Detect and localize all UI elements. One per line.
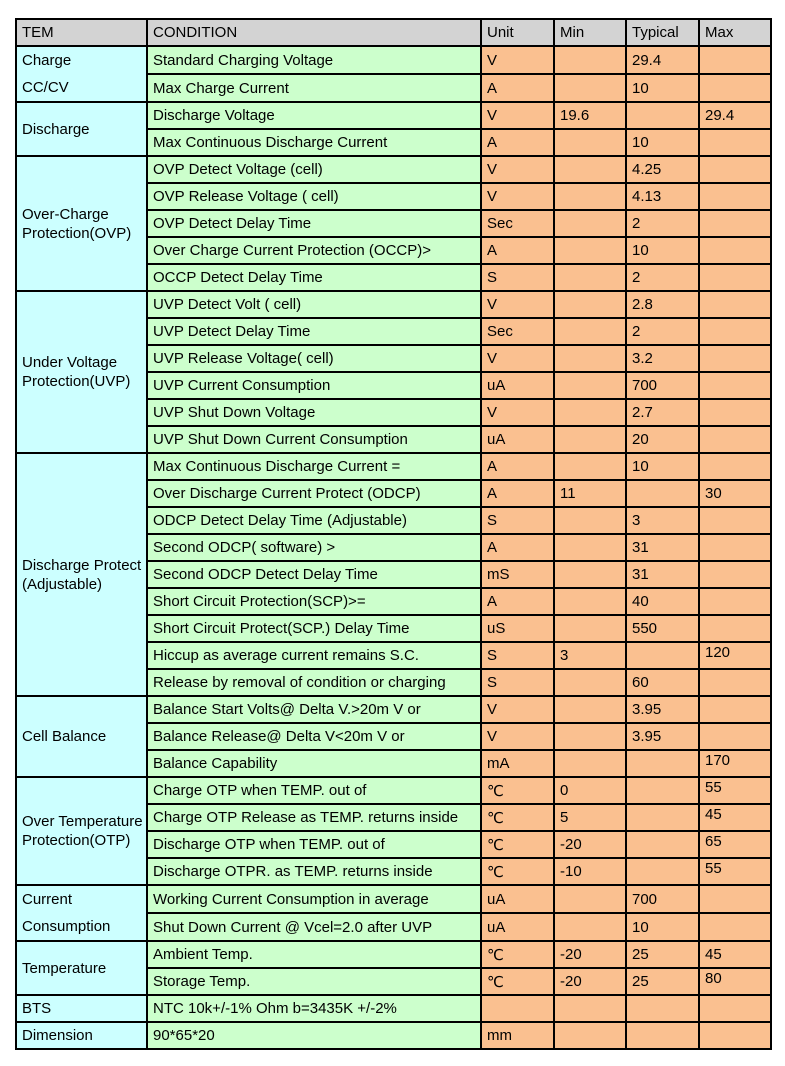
condition-cell: 90*65*20 xyxy=(147,1022,481,1049)
max-cell xyxy=(699,345,771,372)
unit-cell: A xyxy=(481,480,554,507)
condition-cell: Max Continuous Discharge Current xyxy=(147,129,481,156)
max-cell: 170 xyxy=(699,750,771,777)
max-cell xyxy=(699,237,771,264)
unit-cell: V xyxy=(481,696,554,723)
min-cell xyxy=(554,995,626,1022)
max-cell xyxy=(699,372,771,399)
max-cell: 29.4 xyxy=(699,102,771,129)
max-cell xyxy=(699,1022,771,1049)
typical-cell xyxy=(626,102,699,129)
max-cell xyxy=(699,129,771,156)
condition-cell: NTC 10k+/-1% Ohm b=3435K +/-2% xyxy=(147,995,481,1022)
condition-cell: Working Current Consumption in average xyxy=(147,885,481,913)
typical-cell xyxy=(626,831,699,858)
max-cell xyxy=(699,507,771,534)
condition-cell: Charge OTP when TEMP. out of xyxy=(147,777,481,804)
typical-cell xyxy=(626,480,699,507)
item-group-label-line: Consumption xyxy=(22,918,111,935)
condition-cell: Second ODCP( software) > xyxy=(147,534,481,561)
min-cell xyxy=(554,210,626,237)
max-cell: 80 xyxy=(699,968,771,995)
typical-cell: 10 xyxy=(626,453,699,480)
unit-cell: V xyxy=(481,723,554,750)
max-cell xyxy=(699,156,771,183)
min-cell: -20 xyxy=(554,831,626,858)
condition-cell: Balance Capability xyxy=(147,750,481,777)
item-group-label-line: Over Temperature xyxy=(22,813,143,830)
typical-cell: 31 xyxy=(626,534,699,561)
typical-cell: 10 xyxy=(626,129,699,156)
condition-cell: Max Charge Current xyxy=(147,74,481,102)
condition-cell: UVP Detect Volt ( cell) xyxy=(147,291,481,318)
column-header-unit: Unit xyxy=(481,19,554,46)
condition-cell: UVP Current Consumption xyxy=(147,372,481,399)
item-group-label-line: Cell Balance xyxy=(22,728,107,745)
condition-cell: Over Discharge Current Protect (ODCP) xyxy=(147,480,481,507)
typical-cell: 3.2 xyxy=(626,345,699,372)
condition-cell: Max Continuous Discharge Current = xyxy=(147,453,481,480)
min-cell xyxy=(554,453,626,480)
typical-cell: 31 xyxy=(626,561,699,588)
unit-cell: V xyxy=(481,46,554,74)
item-group-cell xyxy=(16,1022,147,1049)
item-group-cell xyxy=(16,453,147,696)
typical-cell: 25 xyxy=(626,968,699,995)
max-cell: 65 xyxy=(699,831,771,858)
unit-cell xyxy=(481,995,554,1022)
condition-cell: Discharge OTP when TEMP. out of xyxy=(147,831,481,858)
column-header-condition: CONDITION xyxy=(147,19,481,46)
unit-cell: ℃ xyxy=(481,831,554,858)
table-row xyxy=(16,995,771,1022)
max-cell xyxy=(699,399,771,426)
table-row xyxy=(16,696,771,723)
table-row xyxy=(16,453,771,480)
unit-cell: A xyxy=(481,74,554,102)
table-row xyxy=(16,1022,771,1049)
max-cell xyxy=(699,74,771,102)
condition-cell: Standard Charging Voltage xyxy=(147,46,481,74)
min-cell xyxy=(554,129,626,156)
typical-cell: 29.4 xyxy=(626,46,699,74)
condition-cell: UVP Shut Down Current Consumption xyxy=(147,426,481,453)
column-header-max: Max xyxy=(699,19,771,46)
item-group-cell xyxy=(16,941,147,995)
max-cell xyxy=(699,453,771,480)
max-cell xyxy=(699,615,771,642)
spec-table xyxy=(15,18,772,1050)
condition-cell: OVP Detect Delay Time xyxy=(147,210,481,237)
unit-cell: uA xyxy=(481,426,554,453)
item-group-label-line: Current xyxy=(22,891,73,908)
unit-cell: ℃ xyxy=(481,941,554,968)
condition-cell: Shut Down Current @ Vcel=2.0 after UVP xyxy=(147,913,481,941)
typical-cell: 10 xyxy=(626,237,699,264)
unit-cell: A xyxy=(481,453,554,480)
item-group-label-line: Dimension xyxy=(22,1027,93,1044)
max-cell xyxy=(699,588,771,615)
condition-cell: Short Circuit Protection(SCP)>= xyxy=(147,588,481,615)
min-cell xyxy=(554,534,626,561)
condition-cell: Short Circuit Protect(SCP.) Delay Time xyxy=(147,615,481,642)
max-cell: 30 xyxy=(699,480,771,507)
unit-cell: V xyxy=(481,345,554,372)
max-cell xyxy=(699,210,771,237)
item-group-label-line: Protection(UVP) xyxy=(22,373,131,390)
typical-cell xyxy=(626,777,699,804)
min-cell xyxy=(554,507,626,534)
typical-cell xyxy=(626,858,699,885)
unit-cell: mA xyxy=(481,750,554,777)
min-cell xyxy=(554,372,626,399)
condition-cell: UVP Detect Delay Time xyxy=(147,318,481,345)
unit-cell: mm xyxy=(481,1022,554,1049)
item-group-cell xyxy=(16,995,147,1022)
item-group-label-line: Discharge Protect xyxy=(22,556,142,574)
item-group-cell xyxy=(16,885,147,941)
max-cell: 120 xyxy=(699,642,771,669)
min-cell xyxy=(554,696,626,723)
min-cell xyxy=(554,615,626,642)
min-cell: 3 xyxy=(554,642,626,669)
typical-cell: 3 xyxy=(626,507,699,534)
item-group-cell xyxy=(16,156,147,291)
unit-cell: uA xyxy=(481,885,554,913)
max-cell xyxy=(699,291,771,318)
condition-cell: OVP Detect Voltage (cell) xyxy=(147,156,481,183)
condition-cell: Ambient Temp. xyxy=(147,941,481,968)
unit-cell: ℃ xyxy=(481,858,554,885)
typical-cell: 40 xyxy=(626,588,699,615)
table-row xyxy=(16,46,771,74)
min-cell xyxy=(554,74,626,102)
condition-cell: Discharge OTPR. as TEMP. returns inside xyxy=(147,858,481,885)
max-cell xyxy=(699,913,771,941)
typical-cell: 10 xyxy=(626,74,699,102)
min-cell xyxy=(554,669,626,696)
table-row xyxy=(16,777,771,804)
item-group-label-line: Protection(OVP) xyxy=(22,224,132,242)
unit-cell: uA xyxy=(481,913,554,941)
unit-cell: S xyxy=(481,669,554,696)
condition-cell: Second ODCP Detect Delay Time xyxy=(147,561,481,588)
item-group-label-line: Temperature xyxy=(22,959,107,977)
unit-cell: A xyxy=(481,237,554,264)
min-cell xyxy=(554,46,626,74)
typical-cell: 10 xyxy=(626,913,699,941)
typical-cell xyxy=(626,750,699,777)
typical-cell: 2.8 xyxy=(626,291,699,318)
min-cell xyxy=(554,318,626,345)
min-cell xyxy=(554,291,626,318)
min-cell xyxy=(554,264,626,291)
column-header-typical: Typical xyxy=(626,19,699,46)
max-cell xyxy=(699,696,771,723)
unit-cell: S xyxy=(481,507,554,534)
min-cell: 11 xyxy=(554,480,626,507)
min-cell xyxy=(554,156,626,183)
min-cell xyxy=(554,237,626,264)
max-cell xyxy=(699,46,771,74)
min-cell: -10 xyxy=(554,858,626,885)
unit-cell: ℃ xyxy=(481,804,554,831)
condition-cell: Over Charge Current Protection (OCCP)> xyxy=(147,237,481,264)
item-group-cell xyxy=(16,102,147,156)
item-group-label-line: Protection(OTP) xyxy=(22,832,131,849)
min-cell xyxy=(554,345,626,372)
item-group-label-line: Under Voltage xyxy=(22,354,118,371)
condition-cell: UVP Shut Down Voltage xyxy=(147,399,481,426)
typical-cell: 2 xyxy=(626,318,699,345)
unit-cell: A xyxy=(481,534,554,561)
spec-table-body xyxy=(16,46,771,1049)
item-group-cell xyxy=(16,777,147,885)
typical-cell: 3.95 xyxy=(626,723,699,750)
unit-cell: uA xyxy=(481,372,554,399)
item-group-cell xyxy=(16,46,147,102)
condition-cell: OCCP Detect Delay Time xyxy=(147,264,481,291)
unit-cell: V xyxy=(481,156,554,183)
table-row xyxy=(16,291,771,318)
unit-cell: Sec xyxy=(481,210,554,237)
typical-cell: 2 xyxy=(626,210,699,237)
min-cell xyxy=(554,1022,626,1049)
unit-cell: V xyxy=(481,291,554,318)
item-group-cell xyxy=(16,291,147,453)
unit-cell: S xyxy=(481,642,554,669)
min-cell: 19.6 xyxy=(554,102,626,129)
item-group-label-line: CC/CV xyxy=(22,79,69,96)
item-group-label-line: Discharge xyxy=(22,120,90,138)
max-cell: 45 xyxy=(699,941,771,968)
item-group-label-line: BTS xyxy=(22,1000,52,1017)
min-cell xyxy=(554,885,626,913)
typical-cell: 2 xyxy=(626,264,699,291)
max-cell xyxy=(699,426,771,453)
item-group-cell xyxy=(16,696,147,777)
min-cell xyxy=(554,183,626,210)
column-header-item: TEM xyxy=(16,19,147,46)
max-cell: 55 xyxy=(699,777,771,804)
max-cell xyxy=(699,534,771,561)
unit-cell: ℃ xyxy=(481,777,554,804)
min-cell: 5 xyxy=(554,804,626,831)
condition-cell: Release by removal of condition or charging xyxy=(147,669,481,696)
unit-cell: S xyxy=(481,264,554,291)
condition-cell: Balance Start Volts@ Delta V.>20m V or xyxy=(147,696,481,723)
max-cell xyxy=(699,885,771,913)
typical-cell: 20 xyxy=(626,426,699,453)
unit-cell: mS xyxy=(481,561,554,588)
typical-cell: 60 xyxy=(626,669,699,696)
condition-cell: Discharge Voltage xyxy=(147,102,481,129)
min-cell xyxy=(554,588,626,615)
typical-cell xyxy=(626,642,699,669)
typical-cell xyxy=(626,1022,699,1049)
min-cell xyxy=(554,426,626,453)
typical-cell: 4.25 xyxy=(626,156,699,183)
typical-cell: 25 xyxy=(626,941,699,968)
unit-cell: uS xyxy=(481,615,554,642)
max-cell xyxy=(699,318,771,345)
min-cell: 0 xyxy=(554,777,626,804)
condition-cell: Balance Release@ Delta V<20m V or xyxy=(147,723,481,750)
header-row xyxy=(16,19,771,46)
condition-cell: Storage Temp. xyxy=(147,968,481,995)
typical-cell: 3.95 xyxy=(626,696,699,723)
min-cell: -20 xyxy=(554,968,626,995)
typical-cell: 700 xyxy=(626,885,699,913)
max-cell xyxy=(699,561,771,588)
min-cell xyxy=(554,750,626,777)
max-cell xyxy=(699,264,771,291)
max-cell xyxy=(699,723,771,750)
max-cell xyxy=(699,995,771,1022)
max-cell xyxy=(699,669,771,696)
max-cell: 55 xyxy=(699,858,771,885)
item-group-label-line: Charge xyxy=(22,52,72,69)
max-cell: 45 xyxy=(699,804,771,831)
column-header-min: Min xyxy=(554,19,626,46)
item-group-label-line: Over-Charge xyxy=(22,205,109,223)
unit-cell: A xyxy=(481,129,554,156)
unit-cell: V xyxy=(481,183,554,210)
min-cell xyxy=(554,723,626,750)
typical-cell: 2.7 xyxy=(626,399,699,426)
condition-cell: ODCP Detect Delay Time (Adjustable) xyxy=(147,507,481,534)
typical-cell: 4.13 xyxy=(626,183,699,210)
max-cell xyxy=(699,183,771,210)
unit-cell: A xyxy=(481,588,554,615)
table-row xyxy=(16,941,771,968)
table-row xyxy=(16,102,771,129)
item-group-label-line: (Adjustable) xyxy=(22,575,103,593)
typical-cell xyxy=(626,804,699,831)
unit-cell: V xyxy=(481,399,554,426)
table-row xyxy=(16,156,771,183)
condition-cell: OVP Release Voltage ( cell) xyxy=(147,183,481,210)
min-cell xyxy=(554,913,626,941)
condition-cell: UVP Release Voltage( cell) xyxy=(147,345,481,372)
typical-cell xyxy=(626,995,699,1022)
unit-cell: ℃ xyxy=(481,968,554,995)
unit-cell: Sec xyxy=(481,318,554,345)
unit-cell: V xyxy=(481,102,554,129)
typical-cell: 700 xyxy=(626,372,699,399)
min-cell: -20 xyxy=(554,941,626,968)
condition-cell: Hiccup as average current remains S.C. xyxy=(147,642,481,669)
min-cell xyxy=(554,399,626,426)
table-row xyxy=(16,885,771,913)
min-cell xyxy=(554,561,626,588)
typical-cell: 550 xyxy=(626,615,699,642)
condition-cell: Charge OTP Release as TEMP. returns inside xyxy=(147,804,481,831)
